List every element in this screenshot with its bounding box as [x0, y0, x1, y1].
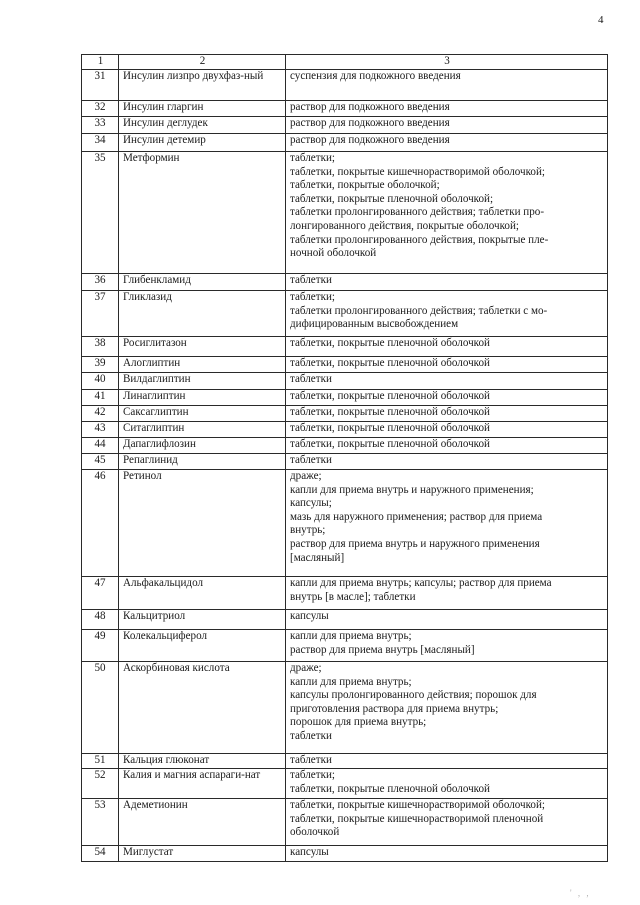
table-row	[82, 754, 608, 769]
dosage-forms	[286, 422, 608, 438]
drug-name: Ситаглиптин	[119, 422, 286, 438]
column-header-name: 2	[119, 55, 286, 70]
dosage-form-line: таблетки, покрытые кишечнорастворимой оболочкой;	[290, 165, 545, 178]
drug-name: Линаглиптин	[119, 390, 286, 406]
dosage-forms	[286, 357, 608, 373]
row-number: 35	[82, 152, 119, 274]
drug-name: Ретинол	[119, 470, 286, 577]
column-header-form: 3	[286, 55, 608, 70]
dosage-form-line: раствор для приема внутрь [масляный]	[290, 643, 475, 656]
drug-name: Глибенкламид	[119, 274, 286, 291]
table-row	[82, 291, 608, 337]
dosage-form-line: таблетки;	[290, 152, 335, 164]
dosage-forms	[286, 117, 608, 134]
drug-name: Алоглиптин	[119, 357, 286, 373]
row-number: 37	[82, 291, 119, 337]
dosage-forms	[286, 577, 608, 610]
dosage-forms	[286, 406, 608, 422]
row-number: 47	[82, 577, 119, 610]
table-row	[82, 134, 608, 152]
table-row	[82, 454, 608, 470]
drug-name: Адеметионин	[119, 799, 286, 846]
drug-name: Колекальциферол	[119, 630, 286, 662]
drug-name: Кальцитриол	[119, 610, 286, 630]
row-number: 50	[82, 662, 119, 754]
dosage-form-line: мазь для наружного применения; раствор для приема	[290, 510, 543, 523]
row-number: 31	[82, 70, 119, 101]
dosage-form-line: суспензия для подкожного введения	[290, 70, 461, 82]
dosage-form-line: приготовления раствора для приема внутрь;	[290, 702, 499, 715]
dosage-forms	[286, 337, 608, 357]
dosage-form-line: таблетки, покрытые пленочной оболочкой	[290, 357, 490, 369]
dosage-forms	[286, 70, 608, 101]
table-row	[82, 470, 608, 577]
row-number: 42	[82, 406, 119, 422]
dosage-form-line: таблетки	[290, 729, 332, 742]
dosage-form-line: таблетки, покрытые пленочной оболочкой	[290, 390, 490, 402]
table-header-row	[82, 55, 608, 70]
table-row	[82, 337, 608, 357]
dosage-form-line: таблетки пролонгированного действия; таблетки про-	[290, 206, 545, 219]
dosage-form-line: раствор для подкожного введения	[290, 101, 450, 113]
dosage-forms	[286, 754, 608, 769]
table-row	[82, 630, 608, 662]
table-row	[82, 769, 608, 799]
drug-name: Росиглитазон	[119, 337, 286, 357]
dosage-form-line: таблетки;	[290, 769, 335, 781]
dosage-form-line: таблетки, покрытые пленочной оболочкой	[290, 438, 490, 450]
row-number: 45	[82, 454, 119, 470]
dosage-form-line: таблетки	[290, 373, 332, 385]
drug-name: Дапаглифлозин	[119, 438, 286, 454]
row-number: 32	[82, 101, 119, 117]
dosage-forms	[286, 470, 608, 577]
dosage-forms	[286, 291, 608, 337]
dosage-forms	[286, 799, 608, 846]
drug-name: Репаглинид	[119, 454, 286, 470]
dosage-forms	[286, 134, 608, 152]
row-number: 51	[82, 754, 119, 769]
row-number: 40	[82, 373, 119, 390]
table-row	[82, 406, 608, 422]
dosage-form-line: [масляный]	[290, 551, 345, 564]
drug-name: Калия и магния аспараги-нат	[119, 769, 286, 799]
dosage-form-line: оболочкой	[290, 826, 340, 839]
dosage-form-line: дифицированным высвобождением	[290, 318, 459, 331]
dosage-form-line: капсулы;	[290, 497, 332, 510]
row-number: 52	[82, 769, 119, 799]
drug-name: Саксаглиптин	[119, 406, 286, 422]
drug-name: Аскорбиновая кислота	[119, 662, 286, 754]
dosage-form-line: внутрь;	[290, 524, 326, 537]
dosage-form-line: таблетки, покрытые пленочной оболочкой	[290, 337, 490, 349]
table-row	[82, 70, 608, 101]
dosage-forms	[286, 373, 608, 390]
row-number: 44	[82, 438, 119, 454]
dosage-form-line: раствор для подкожного введения	[290, 134, 450, 146]
table-row	[82, 390, 608, 406]
dosage-form-line: таблетки, покрытые пленочной оболочкой	[290, 782, 490, 795]
dosage-form-line: таблетки, покрытые оболочкой;	[290, 179, 440, 192]
dosage-form-line: капли для приема внутрь и наружного применения;	[290, 483, 534, 496]
dosage-form-line: лонгированного действия, покрытые оболочкой;	[290, 219, 519, 232]
dosage-forms	[286, 438, 608, 454]
dosage-form-line: таблетки пролонгированного действия, покрытые пле-	[290, 233, 549, 246]
dosage-forms	[286, 610, 608, 630]
dosage-form-line: драже;	[290, 470, 322, 482]
row-number: 54	[82, 846, 119, 862]
drug-name: Инсулин деглудек	[119, 117, 286, 134]
dosage-form-line: раствор для подкожного введения	[290, 117, 450, 129]
dosage-forms	[286, 662, 608, 754]
dosage-form-line: таблетки, покрытые пленочной оболочкой;	[290, 192, 494, 205]
column-header-number: 1	[82, 55, 119, 70]
table-row	[82, 373, 608, 390]
dosage-forms	[286, 769, 608, 799]
drug-name: Миглустат	[119, 846, 286, 862]
row-number: 36	[82, 274, 119, 291]
dosage-form-line: таблетки	[290, 274, 332, 286]
table-row	[82, 610, 608, 630]
dosage-form-line: капсулы пролонгированного действия; порошок для	[290, 689, 537, 702]
dosage-form-line: таблетки, покрытые кишечнорастворимой оболочкой;	[290, 799, 545, 811]
dosage-form-line: капсулы	[290, 846, 329, 858]
drug-table	[81, 54, 608, 862]
dosage-form-line: таблетки, покрытые пленочной оболочкой	[290, 406, 490, 418]
row-number: 41	[82, 390, 119, 406]
table-row	[82, 117, 608, 134]
dosage-form-line: внутрь [в масле]; таблетки	[290, 590, 416, 603]
dosage-form-line: таблетки, покрытые пленочной оболочкой	[290, 422, 490, 434]
drug-name: Инсулин гларгин	[119, 101, 286, 117]
table-row	[82, 152, 608, 274]
scan-mark: ' , ,	[570, 888, 591, 898]
row-number: 49	[82, 630, 119, 662]
drug-name: Вилдаглиптин	[119, 373, 286, 390]
dosage-form-line: таблетки	[290, 454, 332, 466]
row-number: 53	[82, 799, 119, 846]
dosage-form-line: порошок для приема внутрь;	[290, 716, 427, 729]
row-number: 38	[82, 337, 119, 357]
table-row	[82, 274, 608, 291]
dosage-form-line: капсулы	[290, 610, 329, 622]
table-row	[82, 101, 608, 117]
dosage-form-line: капли для приема внутрь;	[290, 630, 412, 642]
dosage-form-line: таблетки;	[290, 291, 335, 303]
page-number: 4	[598, 14, 604, 26]
row-number: 34	[82, 134, 119, 152]
row-number: 48	[82, 610, 119, 630]
dosage-form-line: таблетки пролонгированного действия; таблетки с мо-	[290, 304, 548, 317]
row-number: 39	[82, 357, 119, 373]
drug-name: Кальция глюконат	[119, 754, 286, 769]
dosage-forms	[286, 101, 608, 117]
table-row	[82, 799, 608, 846]
drug-name: Инсулин детемир	[119, 134, 286, 152]
drug-name: Инсулин лизпро двухфаз-ный	[119, 70, 286, 101]
dosage-forms	[286, 630, 608, 662]
dosage-forms	[286, 390, 608, 406]
drug-name: Метформин	[119, 152, 286, 274]
drug-name: Альфакальцидол	[119, 577, 286, 610]
row-number: 43	[82, 422, 119, 438]
dosage-form-line: драже;	[290, 662, 322, 674]
dosage-forms	[286, 274, 608, 291]
dosage-forms	[286, 846, 608, 862]
row-number: 46	[82, 470, 119, 577]
dosage-form-line: таблетки	[290, 754, 332, 766]
dosage-form-line: раствор для приема внутрь и наружного применения	[290, 537, 540, 550]
table-row	[82, 846, 608, 862]
dosage-form-line: таблетки, покрытые кишечнорастворимой пленочной	[290, 812, 544, 825]
table-row	[82, 357, 608, 373]
drug-name: Гликлазид	[119, 291, 286, 337]
dosage-forms	[286, 454, 608, 470]
table-row	[82, 662, 608, 754]
table-row	[82, 422, 608, 438]
row-number: 33	[82, 117, 119, 134]
dosage-form-line: капли для приема внутрь; капсулы; раствор для приема	[290, 577, 552, 589]
dosage-form-line: ночной оболочкой	[290, 247, 377, 260]
table-row	[82, 438, 608, 454]
dosage-form-line: капли для приема внутрь;	[290, 675, 412, 688]
dosage-forms	[286, 152, 608, 274]
table-body	[82, 70, 608, 862]
table-row	[82, 577, 608, 610]
